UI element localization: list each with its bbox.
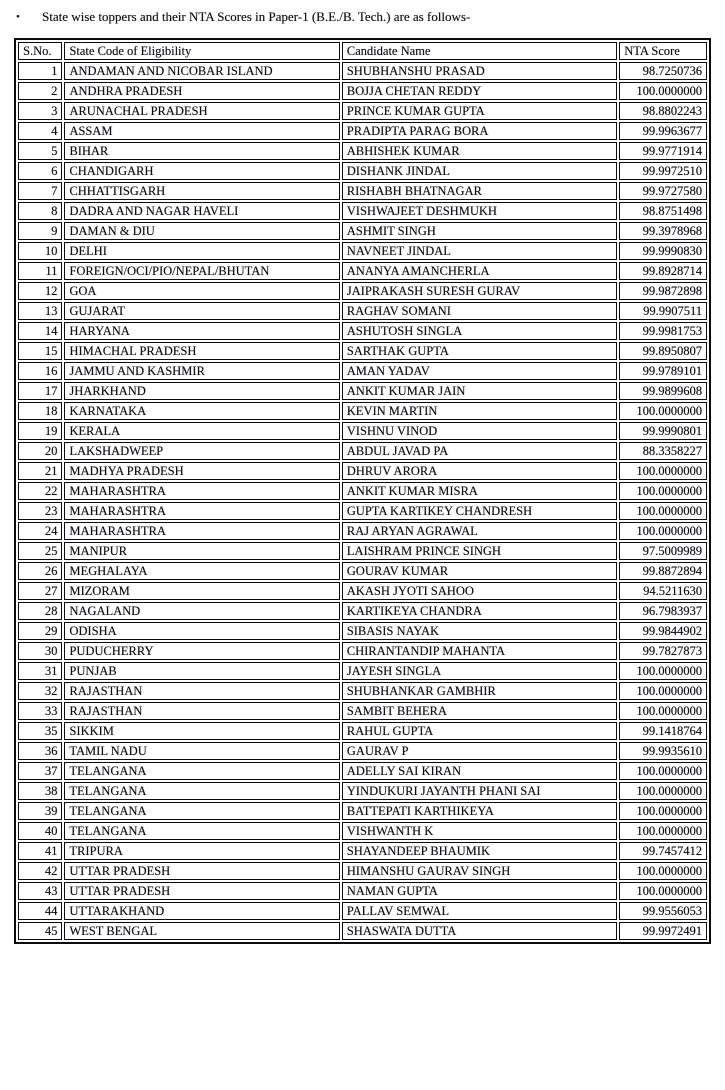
cell-score: 100.0000000 <box>619 402 707 420</box>
cell-score: 99.9899608 <box>619 382 707 400</box>
cell-sno: 1 <box>18 62 62 80</box>
cell-score: 100.0000000 <box>619 502 707 520</box>
cell-score: 100.0000000 <box>619 662 707 680</box>
cell-state: LAKSHADWEEP <box>64 442 339 460</box>
cell-sno: 8 <box>18 202 62 220</box>
cell-score: 100.0000000 <box>619 762 707 780</box>
cell-score: 99.9771914 <box>619 142 707 160</box>
table-row <box>18 602 707 620</box>
cell-score: 100.0000000 <box>619 702 707 720</box>
cell-state: TELANGANA <box>64 762 339 780</box>
col-header-score: NTA Score <box>619 42 707 60</box>
cell-state: KARNATAKA <box>64 402 339 420</box>
cell-state: ASSAM <box>64 122 339 140</box>
cell-state: DADRA AND NAGAR HAVELI <box>64 202 339 220</box>
cell-state: TAMIL NADU <box>64 742 339 760</box>
table-row <box>18 102 707 120</box>
cell-candidate: KARTIKEYA CHANDRA <box>342 602 617 620</box>
col-header-candidate: Candidate Name <box>342 42 617 60</box>
cell-sno: 18 <box>18 402 62 420</box>
table-body <box>18 62 707 940</box>
cell-state: PUNJAB <box>64 662 339 680</box>
cell-sno: 7 <box>18 182 62 200</box>
cell-sno: 28 <box>18 602 62 620</box>
table-row <box>18 62 707 80</box>
cell-state: TELANGANA <box>64 822 339 840</box>
table-row <box>18 642 707 660</box>
table-row <box>18 802 707 820</box>
cell-sno: 11 <box>18 262 62 280</box>
cell-candidate: RAJ ARYAN AGRAWAL <box>342 522 617 540</box>
cell-candidate: ADELLY SAI KIRAN <box>342 762 617 780</box>
cell-score: 99.8872894 <box>619 562 707 580</box>
cell-state: ANDHRA PRADESH <box>64 82 339 100</box>
cell-state: WEST BENGAL <box>64 922 339 940</box>
cell-sno: 10 <box>18 242 62 260</box>
table-row <box>18 542 707 560</box>
cell-candidate: GAURAV P <box>342 742 617 760</box>
table-row <box>18 562 707 580</box>
cell-state: RAJASTHAN <box>64 682 339 700</box>
cell-state: CHANDIGARH <box>64 162 339 180</box>
cell-state: MIZORAM <box>64 582 339 600</box>
cell-score: 99.9981753 <box>619 322 707 340</box>
col-header-state: State Code of Eligibility <box>64 42 339 60</box>
table-row <box>18 502 707 520</box>
cell-sno: 3 <box>18 102 62 120</box>
cell-state: JHARKHAND <box>64 382 339 400</box>
cell-sno: 21 <box>18 462 62 480</box>
table-row <box>18 482 707 500</box>
cell-score: 99.9844902 <box>619 622 707 640</box>
cell-candidate: KEVIN MARTIN <box>342 402 617 420</box>
cell-candidate: BOJJA CHETAN REDDY <box>342 82 617 100</box>
bullet-icon: • <box>16 11 20 23</box>
table-row <box>18 322 707 340</box>
cell-state: SIKKIM <box>64 722 339 740</box>
cell-state: MAHARASHTRA <box>64 502 339 520</box>
cell-sno: 15 <box>18 342 62 360</box>
cell-state: HIMACHAL PRADESH <box>64 342 339 360</box>
cell-state: ANDAMAN AND NICOBAR ISLAND <box>64 62 339 80</box>
toppers-table <box>14 38 711 944</box>
table-row <box>18 342 707 360</box>
cell-score: 99.8928714 <box>619 262 707 280</box>
cell-score: 99.9935610 <box>619 742 707 760</box>
cell-score: 97.5009989 <box>619 542 707 560</box>
cell-sno: 32 <box>18 682 62 700</box>
table-row <box>18 882 707 900</box>
cell-candidate: JAYESH SINGLA <box>342 662 617 680</box>
cell-score: 98.8751498 <box>619 202 707 220</box>
cell-candidate: CHIRANTANDIP MAHANTA <box>342 642 617 660</box>
cell-candidate: ANKIT KUMAR MISRA <box>342 482 617 500</box>
table-row <box>18 582 707 600</box>
table-row <box>18 902 707 920</box>
table-row <box>18 822 707 840</box>
cell-candidate: SHUBHANKAR GAMBHIR <box>342 682 617 700</box>
table-row <box>18 422 707 440</box>
toppers-table-container <box>14 38 712 944</box>
cell-state: TRIPURA <box>64 842 339 860</box>
intro-text: State wise toppers and their NTA Scores in Paper-1 (B.E./B. Tech.) are as follows- <box>42 9 471 24</box>
cell-sno: 9 <box>18 222 62 240</box>
table-row <box>18 202 707 220</box>
cell-candidate: PALLAV SEMWAL <box>342 902 617 920</box>
cell-state: JAMMU AND KASHMIR <box>64 362 339 380</box>
cell-score: 100.0000000 <box>619 462 707 480</box>
table-row <box>18 682 707 700</box>
cell-score: 99.9972510 <box>619 162 707 180</box>
cell-sno: 16 <box>18 362 62 380</box>
cell-state: UTTAR PRADESH <box>64 882 339 900</box>
cell-score: 100.0000000 <box>619 482 707 500</box>
cell-candidate: NAVNEET JINDAL <box>342 242 617 260</box>
table-row <box>18 122 707 140</box>
cell-state: MAHARASHTRA <box>64 522 339 540</box>
cell-score: 99.1418764 <box>619 722 707 740</box>
cell-score: 99.9907511 <box>619 302 707 320</box>
cell-candidate: ABHISHEK KUMAR <box>342 142 617 160</box>
table-row <box>18 862 707 880</box>
cell-score: 100.0000000 <box>619 782 707 800</box>
table-row <box>18 262 707 280</box>
cell-candidate: ASHUTOSH SINGLA <box>342 322 617 340</box>
cell-score: 99.8950807 <box>619 342 707 360</box>
cell-state: MAHARASHTRA <box>64 482 339 500</box>
cell-sno: 19 <box>18 422 62 440</box>
table-row <box>18 622 707 640</box>
table-row <box>18 522 707 540</box>
cell-score: 98.7250736 <box>619 62 707 80</box>
cell-state: RAJASTHAN <box>64 702 339 720</box>
cell-candidate: LAISHRAM PRINCE SINGH <box>342 542 617 560</box>
cell-candidate: SAMBIT BEHERA <box>342 702 617 720</box>
table-row <box>18 362 707 380</box>
cell-sno: 40 <box>18 822 62 840</box>
cell-state: FOREIGN/OCI/PIO/NEPAL/BHUTAN <box>64 262 339 280</box>
cell-state: TELANGANA <box>64 782 339 800</box>
cell-state: ODISHA <box>64 622 339 640</box>
cell-candidate: NAMAN GUPTA <box>342 882 617 900</box>
cell-sno: 39 <box>18 802 62 820</box>
cell-state: MANIPUR <box>64 542 339 560</box>
cell-state: UTTAR PRADESH <box>64 862 339 880</box>
cell-sno: 36 <box>18 742 62 760</box>
cell-sno: 12 <box>18 282 62 300</box>
cell-score: 99.9789101 <box>619 362 707 380</box>
cell-sno: 4 <box>18 122 62 140</box>
cell-candidate: VISHNU VINOD <box>342 422 617 440</box>
cell-sno: 13 <box>18 302 62 320</box>
cell-sno: 38 <box>18 782 62 800</box>
table-row <box>18 842 707 860</box>
table-row <box>18 782 707 800</box>
table-row <box>18 762 707 780</box>
cell-score: 99.7827873 <box>619 642 707 660</box>
cell-candidate: SHUBHANSHU PRASAD <box>342 62 617 80</box>
cell-state: TELANGANA <box>64 802 339 820</box>
cell-score: 98.8802243 <box>619 102 707 120</box>
cell-sno: 17 <box>18 382 62 400</box>
cell-candidate: RAHUL GUPTA <box>342 722 617 740</box>
cell-sno: 27 <box>18 582 62 600</box>
cell-candidate: ANANYA AMANCHERLA <box>342 262 617 280</box>
cell-candidate: RISHABH BHATNAGAR <box>342 182 617 200</box>
cell-score: 99.9990801 <box>619 422 707 440</box>
cell-candidate: BATTEPATI KARTHIKEYA <box>342 802 617 820</box>
cell-sno: 22 <box>18 482 62 500</box>
table-row <box>18 142 707 160</box>
table-row <box>18 282 707 300</box>
cell-candidate: JAIPRAKASH SURESH GURAV <box>342 282 617 300</box>
table-row <box>18 302 707 320</box>
table-row <box>18 242 707 260</box>
cell-score: 99.9872898 <box>619 282 707 300</box>
table-row <box>18 162 707 180</box>
table-header <box>18 42 707 60</box>
cell-state: NAGALAND <box>64 602 339 620</box>
cell-sno: 14 <box>18 322 62 340</box>
cell-score: 96.7983937 <box>619 602 707 620</box>
table-row <box>18 722 707 740</box>
cell-state: CHHATTISGARH <box>64 182 339 200</box>
cell-sno: 2 <box>18 82 62 100</box>
cell-candidate: SHASWATA DUTTA <box>342 922 617 940</box>
cell-candidate: ABDUL JAVAD PA <box>342 442 617 460</box>
table-row <box>18 82 707 100</box>
cell-score: 99.9963677 <box>619 122 707 140</box>
cell-state: MEGHALAYA <box>64 562 339 580</box>
table-row <box>18 182 707 200</box>
cell-sno: 25 <box>18 542 62 560</box>
cell-state: GOA <box>64 282 339 300</box>
cell-state: DELHI <box>64 242 339 260</box>
cell-state: HARYANA <box>64 322 339 340</box>
cell-state: GUJARAT <box>64 302 339 320</box>
table-row <box>18 922 707 940</box>
cell-score: 99.9727580 <box>619 182 707 200</box>
cell-state: MADHYA PRADESH <box>64 462 339 480</box>
cell-state: BIHAR <box>64 142 339 160</box>
cell-state: DAMAN & DIU <box>64 222 339 240</box>
cell-sno: 6 <box>18 162 62 180</box>
cell-sno: 30 <box>18 642 62 660</box>
cell-candidate: RAGHAV SOMANI <box>342 302 617 320</box>
cell-score: 100.0000000 <box>619 82 707 100</box>
table-row <box>18 442 707 460</box>
table-row <box>18 382 707 400</box>
cell-candidate: AKASH JYOTI SAHOO <box>342 582 617 600</box>
cell-score: 99.9990830 <box>619 242 707 260</box>
table-row <box>18 402 707 420</box>
cell-score: 99.9556053 <box>619 902 707 920</box>
cell-state: UTTARAKHAND <box>64 902 339 920</box>
cell-state: KERALA <box>64 422 339 440</box>
table-row <box>18 702 707 720</box>
cell-candidate: SHAYANDEEP BHAUMIK <box>342 842 617 860</box>
cell-score: 99.7457412 <box>619 842 707 860</box>
cell-score: 100.0000000 <box>619 822 707 840</box>
cell-candidate: HIMANSHU GAURAV SINGH <box>342 862 617 880</box>
table-row <box>18 662 707 680</box>
table-row <box>18 462 707 480</box>
cell-sno: 31 <box>18 662 62 680</box>
cell-sno: 20 <box>18 442 62 460</box>
cell-candidate: DHRUV ARORA <box>342 462 617 480</box>
cell-sno: 45 <box>18 922 62 940</box>
cell-candidate: SARTHAK GUPTA <box>342 342 617 360</box>
cell-sno: 5 <box>18 142 62 160</box>
cell-score: 100.0000000 <box>619 862 707 880</box>
cell-state: PUDUCHERRY <box>64 642 339 660</box>
cell-candidate: SIBASIS NAYAK <box>342 622 617 640</box>
cell-sno: 29 <box>18 622 62 640</box>
cell-candidate: GOURAV KUMAR <box>342 562 617 580</box>
intro-bullet-line <box>16 9 712 25</box>
cell-score: 99.3978968 <box>619 222 707 240</box>
cell-score: 100.0000000 <box>619 802 707 820</box>
cell-sno: 41 <box>18 842 62 860</box>
cell-score: 94.5211630 <box>619 582 707 600</box>
cell-sno: 33 <box>18 702 62 720</box>
cell-candidate: ANKIT KUMAR JAIN <box>342 382 617 400</box>
cell-sno: 42 <box>18 862 62 880</box>
cell-candidate: YINDUKURI JAYANTH PHANI SAI <box>342 782 617 800</box>
table-row <box>18 222 707 240</box>
cell-candidate: PRADIPTA PARAG BORA <box>342 122 617 140</box>
table-row <box>18 742 707 760</box>
cell-state: ARUNACHAL PRADESH <box>64 102 339 120</box>
col-header-sno: S.No. <box>18 42 62 60</box>
cell-sno: 24 <box>18 522 62 540</box>
cell-score: 88.3358227 <box>619 442 707 460</box>
cell-candidate: PRINCE KUMAR GUPTA <box>342 102 617 120</box>
cell-candidate: VISHWAJEET DESHMUKH <box>342 202 617 220</box>
header-row <box>18 42 707 60</box>
cell-score: 100.0000000 <box>619 882 707 900</box>
cell-sno: 43 <box>18 882 62 900</box>
cell-score: 100.0000000 <box>619 682 707 700</box>
cell-score: 100.0000000 <box>619 522 707 540</box>
cell-sno: 44 <box>18 902 62 920</box>
cell-sno: 23 <box>18 502 62 520</box>
cell-candidate: DISHANK JINDAL <box>342 162 617 180</box>
cell-score: 99.9972491 <box>619 922 707 940</box>
cell-sno: 37 <box>18 762 62 780</box>
cell-sno: 35 <box>18 722 62 740</box>
cell-candidate: AMAN YADAV <box>342 362 617 380</box>
cell-candidate: VISHWANTH K <box>342 822 617 840</box>
cell-sno: 26 <box>18 562 62 580</box>
cell-candidate: ASHMIT SINGH <box>342 222 617 240</box>
cell-candidate: GUPTA KARTIKEY CHANDRESH <box>342 502 617 520</box>
